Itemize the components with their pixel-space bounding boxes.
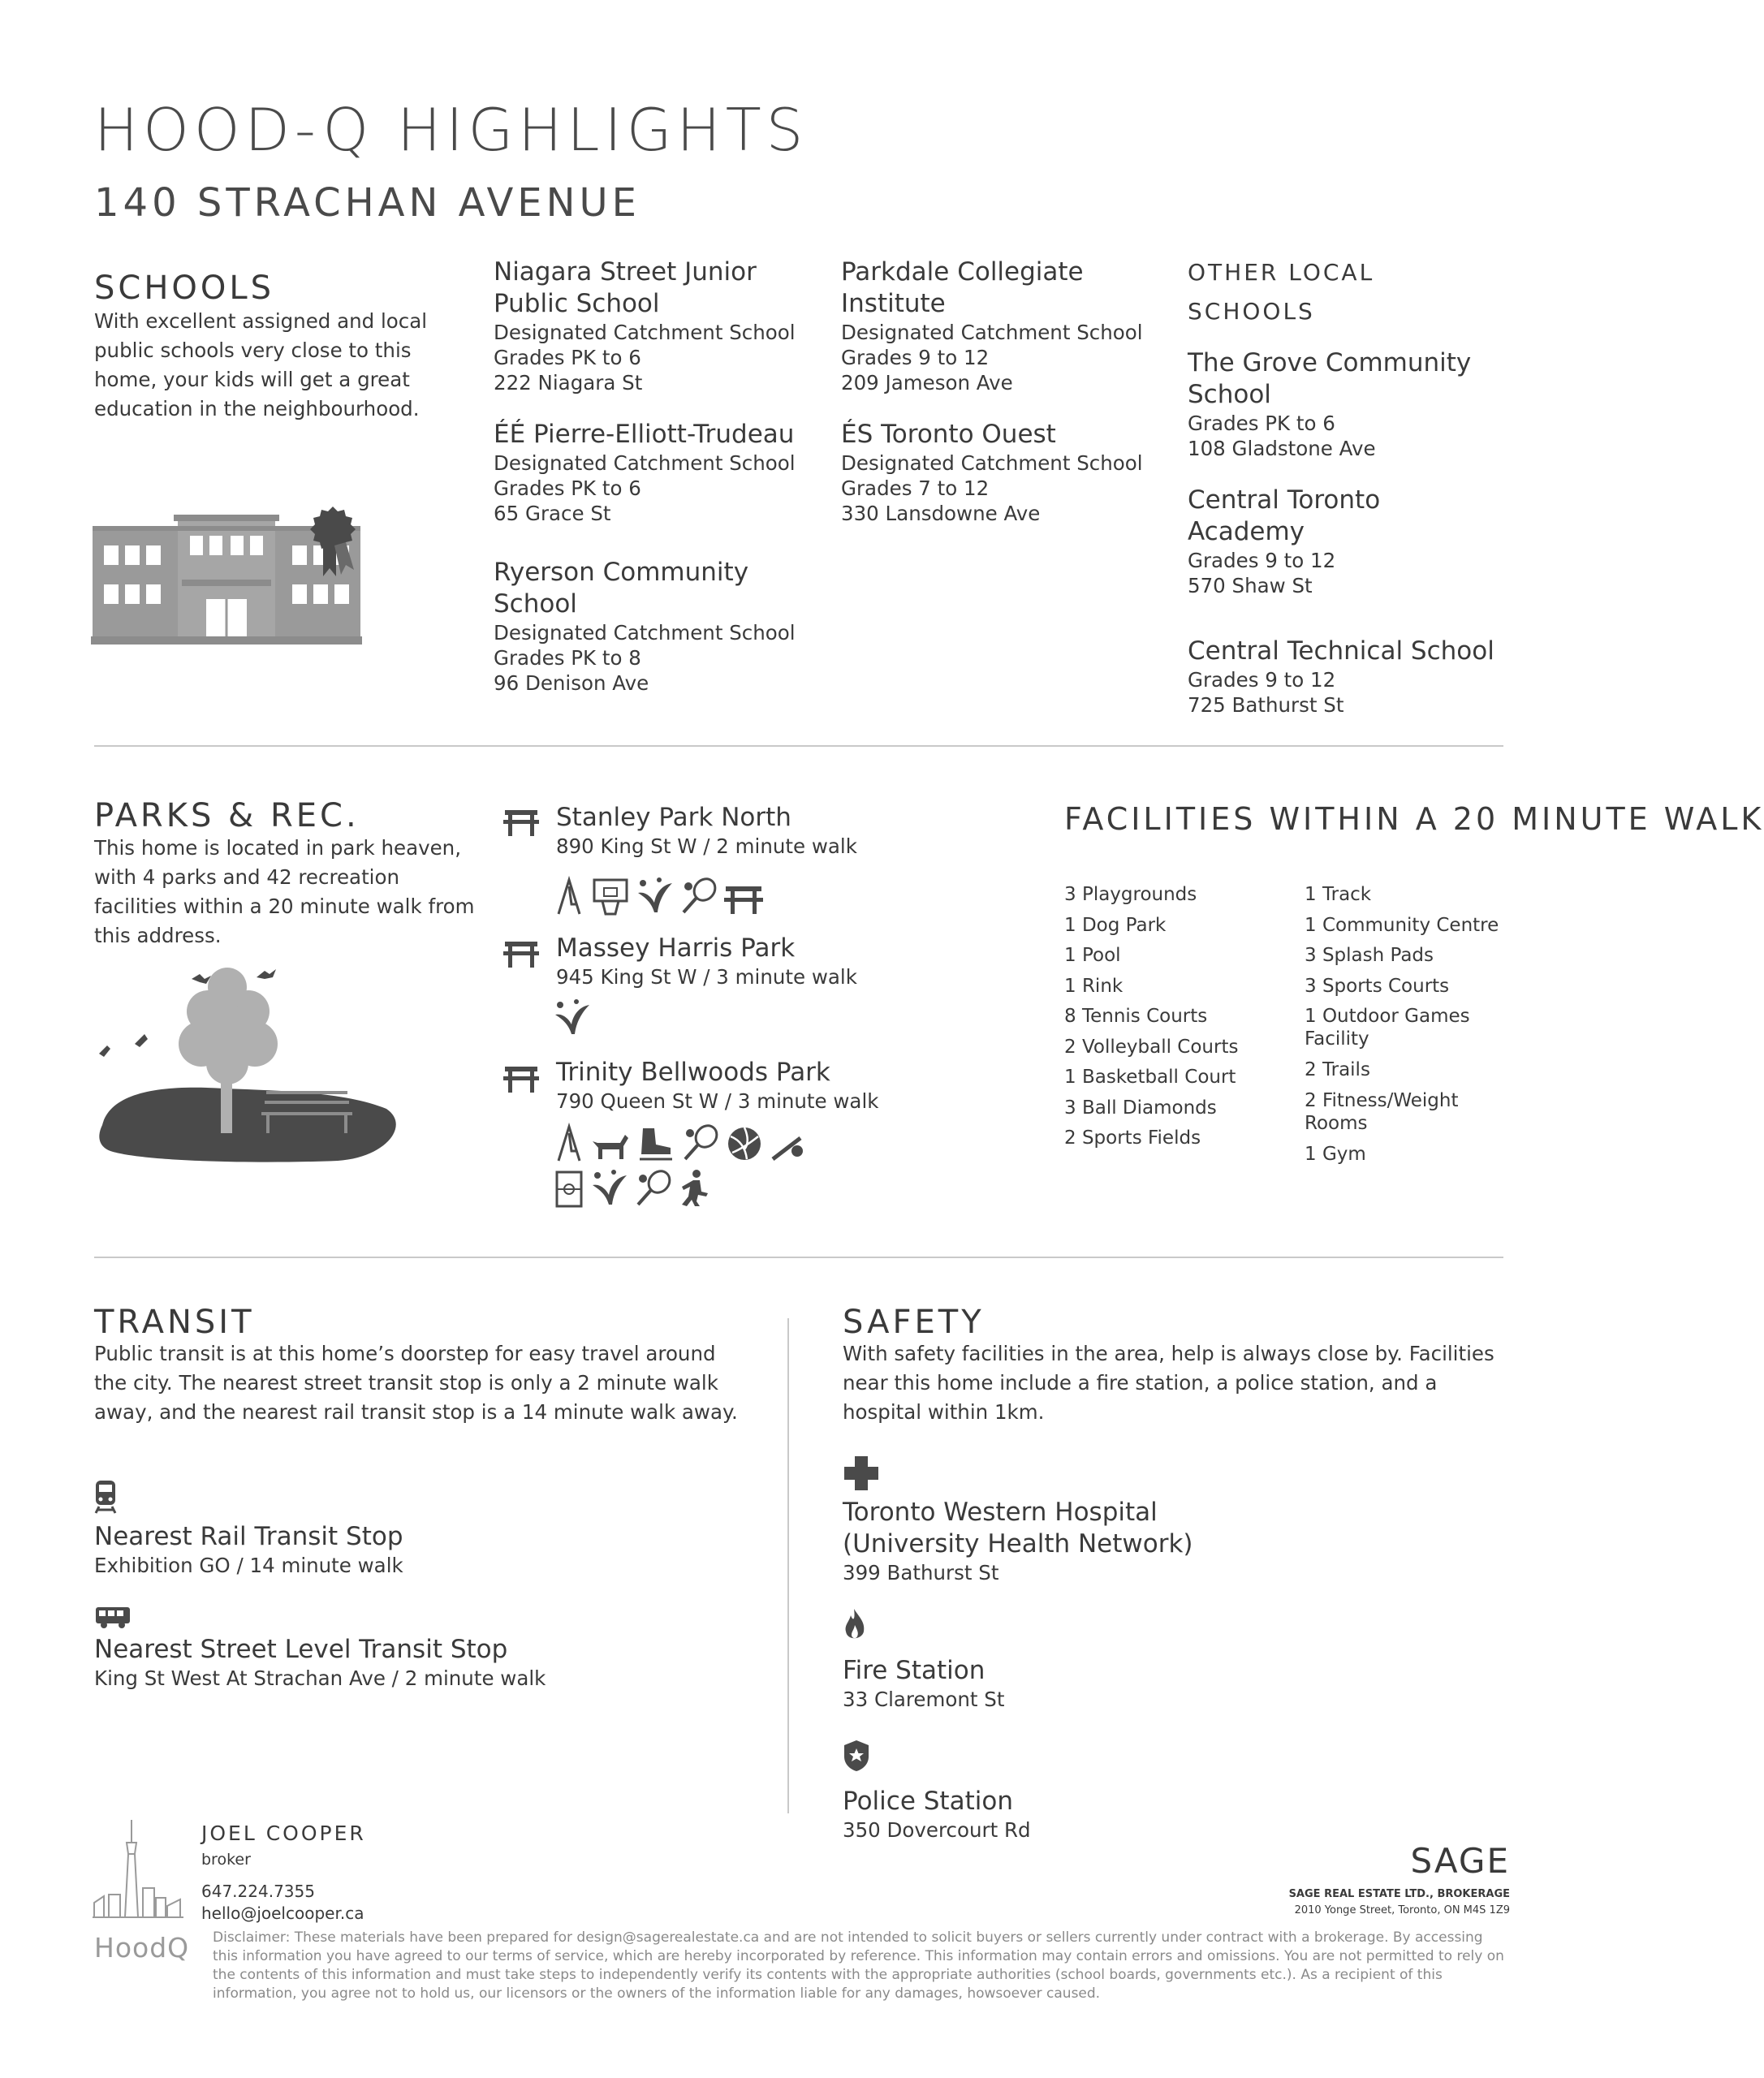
facility-item: 3 Playgrounds: [1064, 884, 1197, 905]
facility-item: 1 Dog Park: [1064, 914, 1167, 936]
brokerage-address: 2010 Yonge Street, Toronto, ON M4S 1Z9: [1294, 1904, 1510, 1916]
police-badge-icon: [843, 1739, 870, 1773]
facility-item: 1 Rink: [1064, 975, 1124, 997]
facility-item: 1 Gym: [1305, 1143, 1366, 1165]
school-name: Ryerson Community School: [494, 558, 749, 619]
school-name: The Grove Community School: [1188, 348, 1472, 409]
volleyball-icon: [726, 1125, 763, 1162]
facility-item: 3 Splash Pads: [1305, 945, 1434, 966]
tennis-icon: [682, 1123, 719, 1162]
school-ryerson: [494, 557, 794, 696]
hoodq-logo: HoodQ: [94, 1932, 190, 1964]
schools-description: With excellent assigned and local public schools very close to this home, your kids will get a great education in the neighbourhood.: [94, 309, 428, 420]
school-parkdale: [841, 257, 1149, 395]
trinity-bellwoods-amenities-row2: [554, 1169, 709, 1208]
park-details: 945 King St W / 3 minute walk: [556, 965, 857, 989]
school-grades: Grades 9 to 12: [841, 346, 990, 369]
school-address: 96 Denison Ave: [494, 671, 649, 695]
park-illustration: [94, 963, 403, 1166]
park-name: Trinity Bellwoods Park: [556, 1058, 830, 1087]
facilities-heading: FACILITIES WITHIN A 20 MINUTE WALK: [1064, 801, 1764, 837]
facilities-list-col2: [1305, 880, 1516, 1170]
park-details: 890 King St W / 2 minute walk: [556, 834, 857, 858]
school-type: Designated Catchment School: [494, 451, 796, 475]
train-icon: [94, 1479, 117, 1515]
school-name: Central Technical School: [1188, 636, 1494, 666]
school-address: 570 Shaw St: [1188, 574, 1313, 597]
property-address: 140 STRACHAN AVENUE: [94, 180, 640, 226]
school-grades: Grades PK to 6: [494, 346, 641, 369]
section-divider: [94, 745, 1503, 747]
facility-item: 3 Sports Courts: [1305, 975, 1450, 997]
facility-item: 1 Basketball Court: [1064, 1067, 1236, 1088]
facility-item: 1 Pool: [1064, 945, 1121, 966]
school-grades: Grades 7 to 12: [841, 476, 990, 500]
splash-pad-icon: [554, 998, 591, 1037]
street-transit-stop: [94, 1634, 744, 1691]
agent-name: JOEL COOPER: [201, 1821, 366, 1845]
school-grades: Grades PK to 6: [1188, 412, 1335, 435]
sports-field-icon: [554, 1169, 584, 1208]
fire-station-address: 33 Claremont St: [843, 1688, 1005, 1711]
bus-icon: [94, 1606, 132, 1630]
splash-pad-icon: [591, 1169, 628, 1208]
school-name: Central Toronto Academy: [1188, 485, 1381, 546]
school-the-grove: [1188, 347, 1496, 461]
toronto-skyline-icon: [93, 1818, 183, 1919]
skate-icon: [636, 1125, 675, 1162]
tennis-icon: [635, 1169, 672, 1208]
police-station-name: Police Station: [843, 1787, 1013, 1816]
park-trinity-bellwoods: [556, 1057, 1011, 1114]
school-central-technical: [1188, 636, 1529, 718]
hospital-name: Toronto Western Hospital (University Health Network): [843, 1498, 1193, 1558]
other-schools-heading: OTHER LOCAL SCHOOLS: [1188, 259, 1375, 325]
transit-description: Public transit is at this home’s doorstep for easy travel around the city. The nearest street transit stop is only a 2 minute walk away, and the nearest rail transit stop is a 14 minute walk away.: [94, 1342, 738, 1424]
school-name: Niagara Street Junior Public School: [494, 257, 757, 318]
school-name: ÉÉ Pierre-Elliott-Trudeau: [494, 420, 795, 449]
school-name: Parkdale Collegiate Institute: [841, 257, 1084, 318]
police-station-info: [843, 1786, 1167, 1843]
school-toronto-ouest: [841, 419, 1174, 526]
massey-harris-amenities: [554, 998, 591, 1037]
facility-item: 3 Ball Diamonds: [1064, 1097, 1217, 1119]
splash-pad-icon: [636, 877, 674, 916]
stanley-park-amenities: [554, 877, 763, 916]
playground-icon: [554, 1123, 584, 1162]
runner-icon: [679, 1169, 709, 1208]
park-massey-harris: [556, 933, 1011, 989]
school-type: Designated Catchment School: [494, 321, 796, 344]
picnic-table-icon: [503, 808, 539, 836]
park-details: 790 Queen St W / 3 minute walk: [556, 1089, 879, 1113]
facility-item: 2 Volleyball Courts: [1064, 1036, 1239, 1058]
basketball-icon: [591, 877, 630, 916]
transit-heading: TRANSIT: [94, 1304, 255, 1341]
schools-heading: SCHOOLS: [94, 269, 275, 307]
sage-logo: SAGE: [1410, 1841, 1510, 1881]
dog-icon: [591, 1127, 630, 1162]
facility-item: 1 Outdoor Games Facility: [1305, 1006, 1470, 1050]
rail-transit-title: Nearest Rail Transit Stop: [94, 1522, 403, 1551]
picnic-table-icon: [724, 883, 763, 916]
school-address: 65 Grace St: [494, 502, 611, 525]
safety-heading: SAFETY: [843, 1304, 985, 1341]
school-address: 108 Gladstone Ave: [1188, 437, 1376, 460]
school-pierre-elliott-trudeau: [494, 419, 835, 526]
school-address: 725 Bathurst St: [1188, 693, 1344, 717]
facility-item: 2 Trails: [1305, 1059, 1370, 1080]
school-type: Designated Catchment School: [494, 621, 796, 645]
section-divider: [94, 1257, 1503, 1258]
column-divider: [787, 1318, 789, 1813]
tennis-icon: [680, 877, 718, 916]
school-grades: Grades 9 to 12: [1188, 549, 1336, 572]
playground-icon: [554, 877, 584, 916]
facility-item: 1 Community Centre: [1305, 914, 1499, 936]
school-niagara: [494, 257, 826, 395]
picnic-table-icon: [503, 940, 539, 968]
park-name: Massey Harris Park: [556, 933, 796, 963]
parks-description: This home is located in park heaven, with 4 parks and 42 recreation facilities within a 20 minute walk from this address.: [94, 836, 475, 947]
street-transit-details: King St West At Strachan Ave / 2 minute walk: [94, 1666, 546, 1690]
school-grades: Grades PK to 8: [494, 646, 641, 670]
fire-station-name: Fire Station: [843, 1656, 986, 1685]
school-grades: Grades 9 to 12: [1188, 668, 1336, 692]
park-stanley-park-north: [556, 802, 1011, 859]
street-transit-title: Nearest Street Level Transit Stop: [94, 1635, 508, 1664]
disclaimer-text: Disclaimer: These materials have been prepared for design@sagerealestate.ca and are not intended to solicit buyers or sellers currently under contract with a brokerage. By accessing this information you have agreed to our terms of service, which are hereby incorporated by reference. This information may contain errors and omissions. You are not permitted to rely on the contents of this information and must take steps to independently verify its contents with the appropriate authorities (school boards, governments etc.). As a recipient of this information, you agree not to hold us, our licensors or the owners of the information liable for any damages, howsoever caused.: [213, 1929, 1504, 2002]
facilities-list-col1: [1064, 880, 1292, 1154]
picnic-table-icon: [503, 1065, 539, 1093]
agent-phone[interactable]: 647.224.7355: [201, 1882, 315, 1901]
rail-transit-stop: [94, 1521, 711, 1578]
safety-description: With safety facilities in the area, help is always close by. Facilities near this home include a fire station, a police station, and a hospital within 1km.: [843, 1342, 1494, 1424]
page-title: HOOD-Q HIGHLIGHTS: [94, 96, 809, 164]
flame-icon: [843, 1607, 867, 1643]
school-grades: Grades PK to 6: [494, 476, 641, 500]
agent-role: broker: [201, 1851, 251, 1869]
facility-item: 8 Tennis Courts: [1064, 1006, 1208, 1027]
trinity-bellwoods-amenities-row1: [554, 1123, 809, 1162]
school-central-toronto-academy: [1188, 485, 1431, 598]
parks-heading: PARKS & REC.: [94, 797, 360, 834]
school-address: 330 Lansdowne Ave: [841, 502, 1041, 525]
school-address: 209 Jameson Ave: [841, 371, 1013, 394]
medical-cross-icon: [843, 1455, 880, 1492]
baseball-icon: [770, 1130, 809, 1162]
facility-item: 2 Fitness/Weight Rooms: [1305, 1089, 1459, 1134]
police-station-address: 350 Dovercourt Rd: [843, 1818, 1031, 1842]
facility-item: 1 Track: [1305, 884, 1372, 905]
school-name: ÉS Toronto Ouest: [841, 420, 1056, 449]
agent-email[interactable]: hello@joelcooper.ca: [201, 1903, 364, 1923]
hospital-address: 399 Bathurst St: [843, 1561, 999, 1584]
school-type: Designated Catchment School: [841, 451, 1143, 475]
facility-item: 2 Sports Fields: [1064, 1127, 1201, 1149]
school-type: Designated Catchment School: [841, 321, 1143, 344]
park-name: Stanley Park North: [556, 803, 791, 832]
school-address: 222 Niagara St: [494, 371, 643, 394]
school-building-icon: [93, 503, 385, 646]
rail-transit-details: Exhibition GO / 14 minute walk: [94, 1554, 403, 1577]
hospital-info: [843, 1497, 1297, 1585]
fire-station-info: [843, 1655, 1167, 1712]
brokerage-name: SAGE REAL ESTATE LTD., BROKERAGE: [1288, 1888, 1510, 1900]
